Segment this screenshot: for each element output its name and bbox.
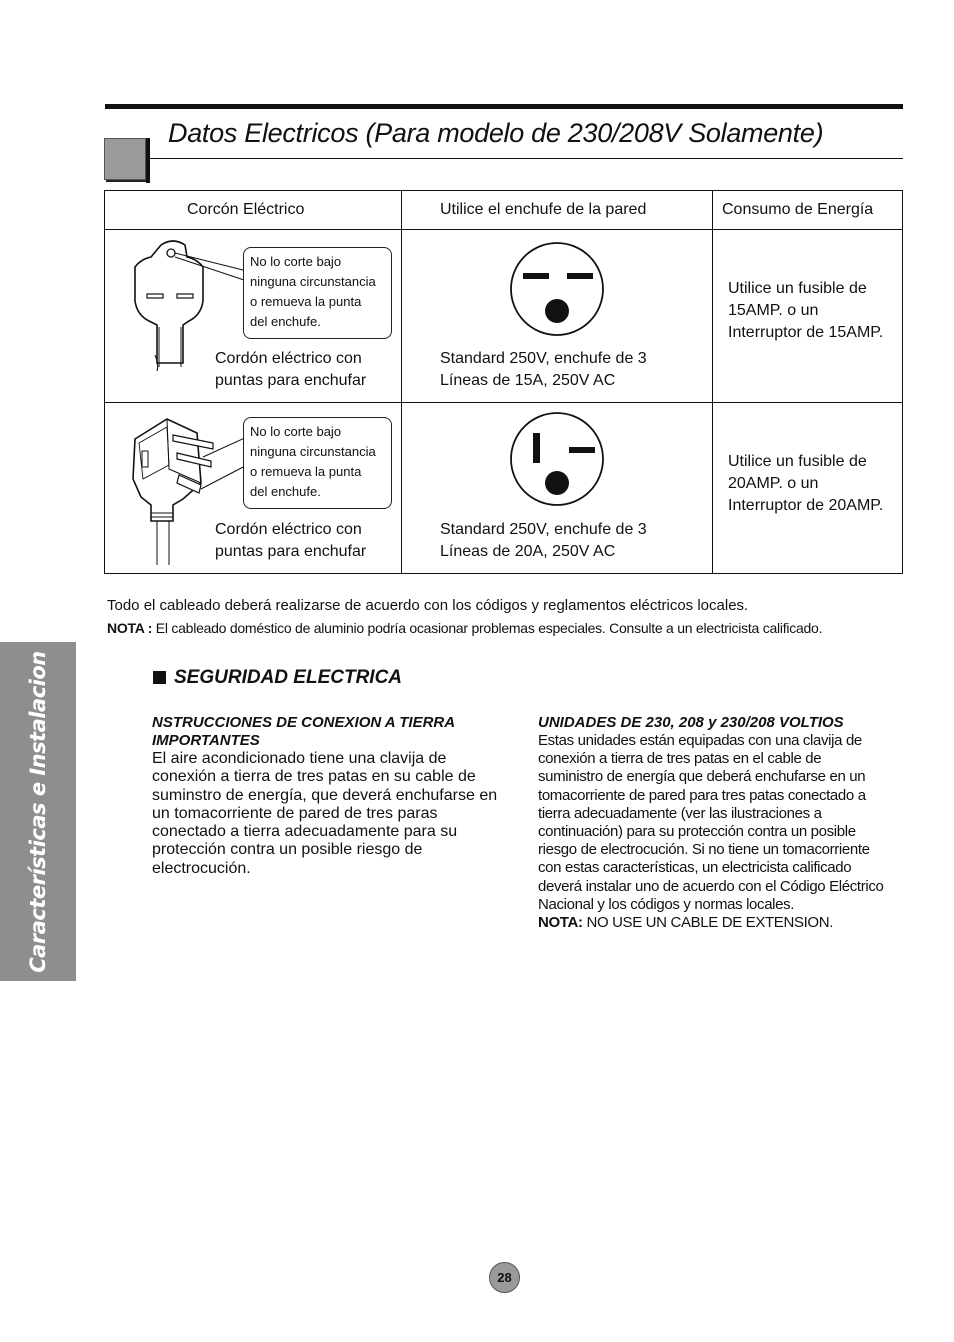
voltage-units-info <box>538 714 908 932</box>
outlet-label-2: Standard 250V, enchufe de 3 Líneas de 20A, 250V AC <box>440 521 647 560</box>
callout-line: No lo corte bajo <box>250 424 342 439</box>
table-row-divider <box>105 402 902 403</box>
outlet-20a-icon <box>507 411 607 507</box>
callout-line: ninguna circunstancia <box>250 444 376 459</box>
grounding-body: El aire acondicionado tiene una clavija de conexión a tierra de tres patas en su cable de suminstro de energía, que deverá enchufarse en un tomacorriente de pared de tres paras conectado a tierra adecuadamente para su protección contra un posible riesgo de electrocución. <box>152 750 498 877</box>
cord-label-2: Cordón eléctrico con puntas para enchufar <box>215 521 367 560</box>
outlet-15a-icon <box>507 241 607 337</box>
aluminum-note: NOTA : El cableado doméstico de aluminio podría ocasionar problemas especiales. Consulte a un electricista calificado. <box>107 620 823 636</box>
title-underline <box>150 158 903 159</box>
table-col-divider-2 <box>712 191 713 573</box>
page-number: 28 <box>489 1262 520 1293</box>
grounding-heading: NSTRUCCIONES DE CONEXION A TIERRA IMPORTANTES <box>152 714 456 749</box>
header-outlet: Utilice el enchufe de la pared <box>440 201 647 218</box>
extension-cord-note: NOTA: NO USE UN CABLE DE EXTENSION. <box>538 914 834 932</box>
page-title: Datos Electricos (Para modelo de 230/208V Solamente) <box>168 118 824 148</box>
outlet-label-1: Standard 250V, enchufe de 3 Líneas de 15A, 250V AC <box>440 350 647 389</box>
consumption-2: Utilice un fusible de 20AMP. o un Interruptor de 20AMP. <box>728 453 884 514</box>
consumption-1: Utilice un fusible de 15AMP. o un Interruptor de 15AMP. <box>728 280 884 341</box>
table-col-divider-1 <box>401 191 402 573</box>
section-bullet-icon <box>153 671 166 684</box>
callout-warning-2 <box>243 417 392 509</box>
callout-line: No lo corte bajo <box>250 254 342 269</box>
callout-line: ninguna circunstancia <box>250 274 376 289</box>
top-rule <box>105 104 903 109</box>
header-cord: Corcón Eléctrico <box>187 201 305 218</box>
callout-line: o remueva la punta <box>250 464 362 479</box>
section-title: SEGURIDAD ELECTRICA <box>174 667 403 688</box>
callout-line: del enchufe. <box>250 314 321 329</box>
header-consumption: Consumo de Energía <box>722 201 874 218</box>
header-bar <box>146 138 150 183</box>
side-section-tab <box>0 642 76 981</box>
cord-label-1: Cordón eléctrico con puntas para enchufar <box>215 350 367 389</box>
side-tab-label: Características e Instalacion <box>26 651 50 973</box>
callout-warning-1 <box>243 247 392 339</box>
wiring-note: Todo el cableado deberá realizarse de acuerdo con los códigos y reglamentos eléctricos locales. <box>107 597 749 614</box>
callout-line: del enchufe. <box>250 484 321 499</box>
table-header-divider <box>105 229 902 230</box>
header-square-icon <box>104 138 146 180</box>
voltage-body: Estas unidades están equipadas con una clavija de conexión a tierra de tres patas en el cable de suministro de energía que deberá enchufarse en un tomacorriente de pared para tres patas conectado a tierra adecuadamente (ver las ilustraciones a continuación) para su protección contra un posible riesgo de electrocución. Si no tiene un tomacorriente con estas características, un electricista calificado deverá instalar uno de acuerdo con el Código Eléctrico Nacional y los códigos y normas locales. NOTA: NO USE UN CABLE DE EXTENSION. <box>538 732 908 932</box>
callout-line: o remueva la punta <box>250 294 362 309</box>
voltage-heading: UNIDADES DE 230, 208 y 230/208 VOLTIOS <box>538 714 844 731</box>
grounding-instructions <box>152 714 522 878</box>
electrical-data-table <box>104 190 903 574</box>
